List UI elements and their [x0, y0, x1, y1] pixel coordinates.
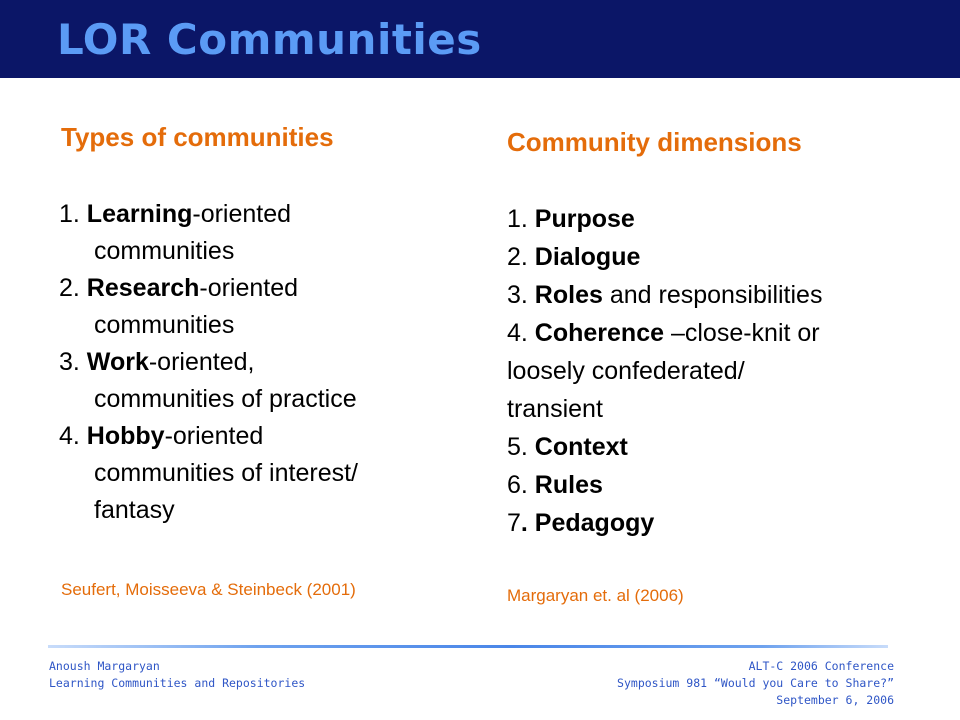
footer-right: [617, 658, 894, 709]
list-item: 4. Coherence –close-knit or: [507, 319, 820, 347]
footer-conference: ALT-C 2006 Conference: [748, 659, 894, 673]
footer-date: September 6, 2006: [776, 693, 894, 707]
list-item: 2. Research-oriented: [59, 274, 299, 302]
list-item-continuation: communities: [94, 237, 235, 265]
list-item: 1. Purpose: [507, 205, 635, 233]
list-item: 5. Context: [507, 433, 628, 461]
list-item-continuation: communities of interest/: [94, 459, 358, 487]
list-item: 7. Pedagogy: [507, 509, 655, 537]
dimensions-heading: Community dimensions: [507, 127, 802, 157]
footer-symposium: Symposium 981 “Would you Care to Share?”: [617, 676, 894, 690]
list-item-continuation: transient: [507, 395, 603, 423]
list-item: 3. Work-oriented,: [59, 348, 255, 376]
list-item: 3. Roles and responsibilities: [507, 281, 823, 309]
right-citation: Margaryan et. al (2006): [507, 586, 684, 605]
footer-left: [49, 658, 305, 692]
list-item-continuation: loosely confederated/: [507, 357, 745, 385]
slide-title: LOR Communities: [57, 15, 482, 64]
list-item: 6. Rules: [507, 471, 603, 499]
list-item: 1. Learning-oriented: [59, 200, 292, 228]
footer-author: Anoush Margaryan: [49, 659, 160, 673]
list-item: 4. Hobby-oriented: [59, 422, 264, 450]
left-citation: Seufert, Moisseeva & Steinbeck (2001): [61, 580, 356, 599]
list-item-continuation: communities of practice: [94, 385, 357, 413]
title-bar: [0, 0, 960, 78]
list-item-continuation: communities: [94, 311, 235, 339]
list-item-continuation: fantasy: [94, 496, 175, 524]
types-heading: Types of communities: [61, 122, 334, 152]
list-item: 2. Dialogue: [507, 243, 641, 271]
types-list: [59, 196, 459, 529]
dimensions-list: [507, 200, 927, 542]
footer-subtitle: Learning Communities and Repositories: [49, 676, 306, 690]
footer-divider: [48, 645, 888, 648]
